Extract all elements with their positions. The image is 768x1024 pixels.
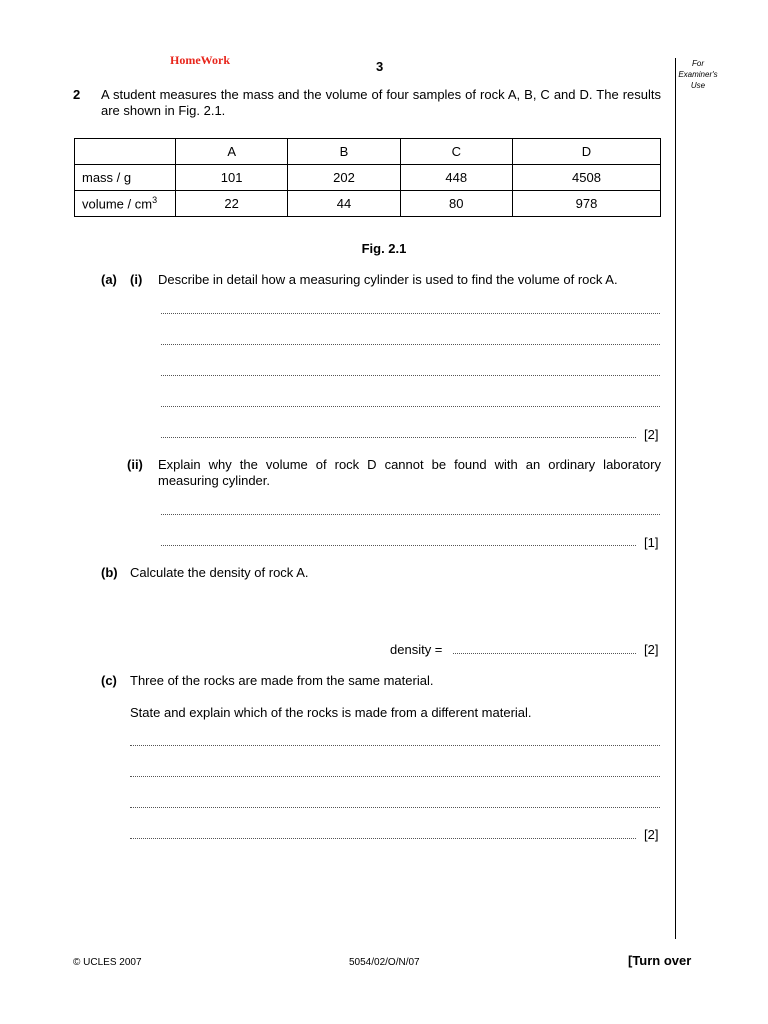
part-b-label: (b)	[101, 565, 118, 580]
answer-line[interactable]	[161, 513, 660, 515]
density-label: density =	[390, 642, 443, 657]
part-b-text: Calculate the density of rock A.	[130, 565, 309, 580]
examiner-line-1: For	[692, 59, 704, 68]
table-header-row	[75, 139, 661, 165]
part-c-text-2: State and explain which of the rocks is made from a different material.	[130, 705, 532, 720]
volume-label-superscript: 3	[152, 195, 158, 206]
table-row	[75, 191, 661, 217]
part-a-ii-text: Explain why the volume of rock D cannot be found with an ordinary laboratory measuring cylinder.	[158, 457, 661, 488]
table-cell: 448	[400, 165, 512, 191]
table-cell: 80	[400, 191, 512, 217]
answer-line[interactable]	[130, 744, 660, 746]
table-cell: 4508	[512, 165, 660, 191]
answer-line[interactable]	[161, 343, 660, 345]
paper-code: 5054/02/O/N/07	[349, 957, 420, 968]
table-cell: 22	[176, 191, 288, 217]
part-a-i-mark: [2]	[644, 427, 659, 442]
table-corner-cell	[75, 139, 176, 165]
part-a-ii-mark: [1]	[644, 535, 659, 550]
table-cell: 101	[176, 165, 288, 191]
part-c-mark: [2]	[644, 827, 659, 842]
part-c-text-1: Three of the rocks are made from the same material.	[130, 673, 434, 688]
examiner-margin-rule	[675, 58, 676, 939]
part-a-ii-label: (ii)	[127, 457, 143, 472]
table-header-cell: A	[176, 139, 288, 165]
examiner-line-2: Examiner's	[678, 70, 718, 79]
copyright: © UCLES 2007	[73, 957, 142, 968]
answer-line[interactable]	[161, 312, 660, 314]
page-number: 3	[376, 59, 384, 74]
homework-label: HomeWork	[170, 53, 230, 67]
part-b-mark: [2]	[644, 642, 659, 657]
table-row	[75, 165, 661, 191]
volume-label-text: volume / cm	[82, 196, 153, 212]
table-cell: 44	[288, 191, 400, 217]
density-answer-line[interactable]	[453, 652, 636, 654]
figure-caption: Fig. 2.1	[361, 241, 407, 256]
rock-data-table	[74, 138, 661, 217]
question-intro: A student measures the mass and the volume of four samples of rock A, B, C and D. The results are shown in Fig. 2.1.	[101, 87, 661, 118]
answer-line[interactable]	[161, 544, 636, 546]
table-header-cell: C	[400, 139, 512, 165]
table-cell: 202	[288, 165, 400, 191]
table-header-cell: B	[288, 139, 400, 165]
table-header-cell: D	[512, 139, 660, 165]
table-cell: 978	[512, 191, 660, 217]
part-a-i-label: (i)	[130, 272, 143, 287]
examiner-line-3: Use	[690, 81, 706, 90]
table-row-label: mass / g	[75, 165, 176, 191]
answer-line[interactable]	[130, 837, 636, 839]
answer-line[interactable]	[161, 374, 660, 376]
question-number: 2	[73, 87, 81, 102]
part-a-i-text: Describe in detail how a measuring cylinder is used to find the volume of rock A.	[158, 272, 618, 287]
part-c-label: (c)	[101, 673, 117, 688]
answer-line[interactable]	[161, 436, 636, 438]
turn-over: [Turn over	[628, 953, 692, 968]
examiner-use-label	[678, 58, 718, 91]
table-row-label	[75, 191, 176, 217]
answer-line[interactable]	[161, 405, 660, 407]
part-a-label: (a)	[101, 272, 117, 287]
answer-line[interactable]	[130, 806, 660, 808]
answer-line[interactable]	[130, 775, 660, 777]
